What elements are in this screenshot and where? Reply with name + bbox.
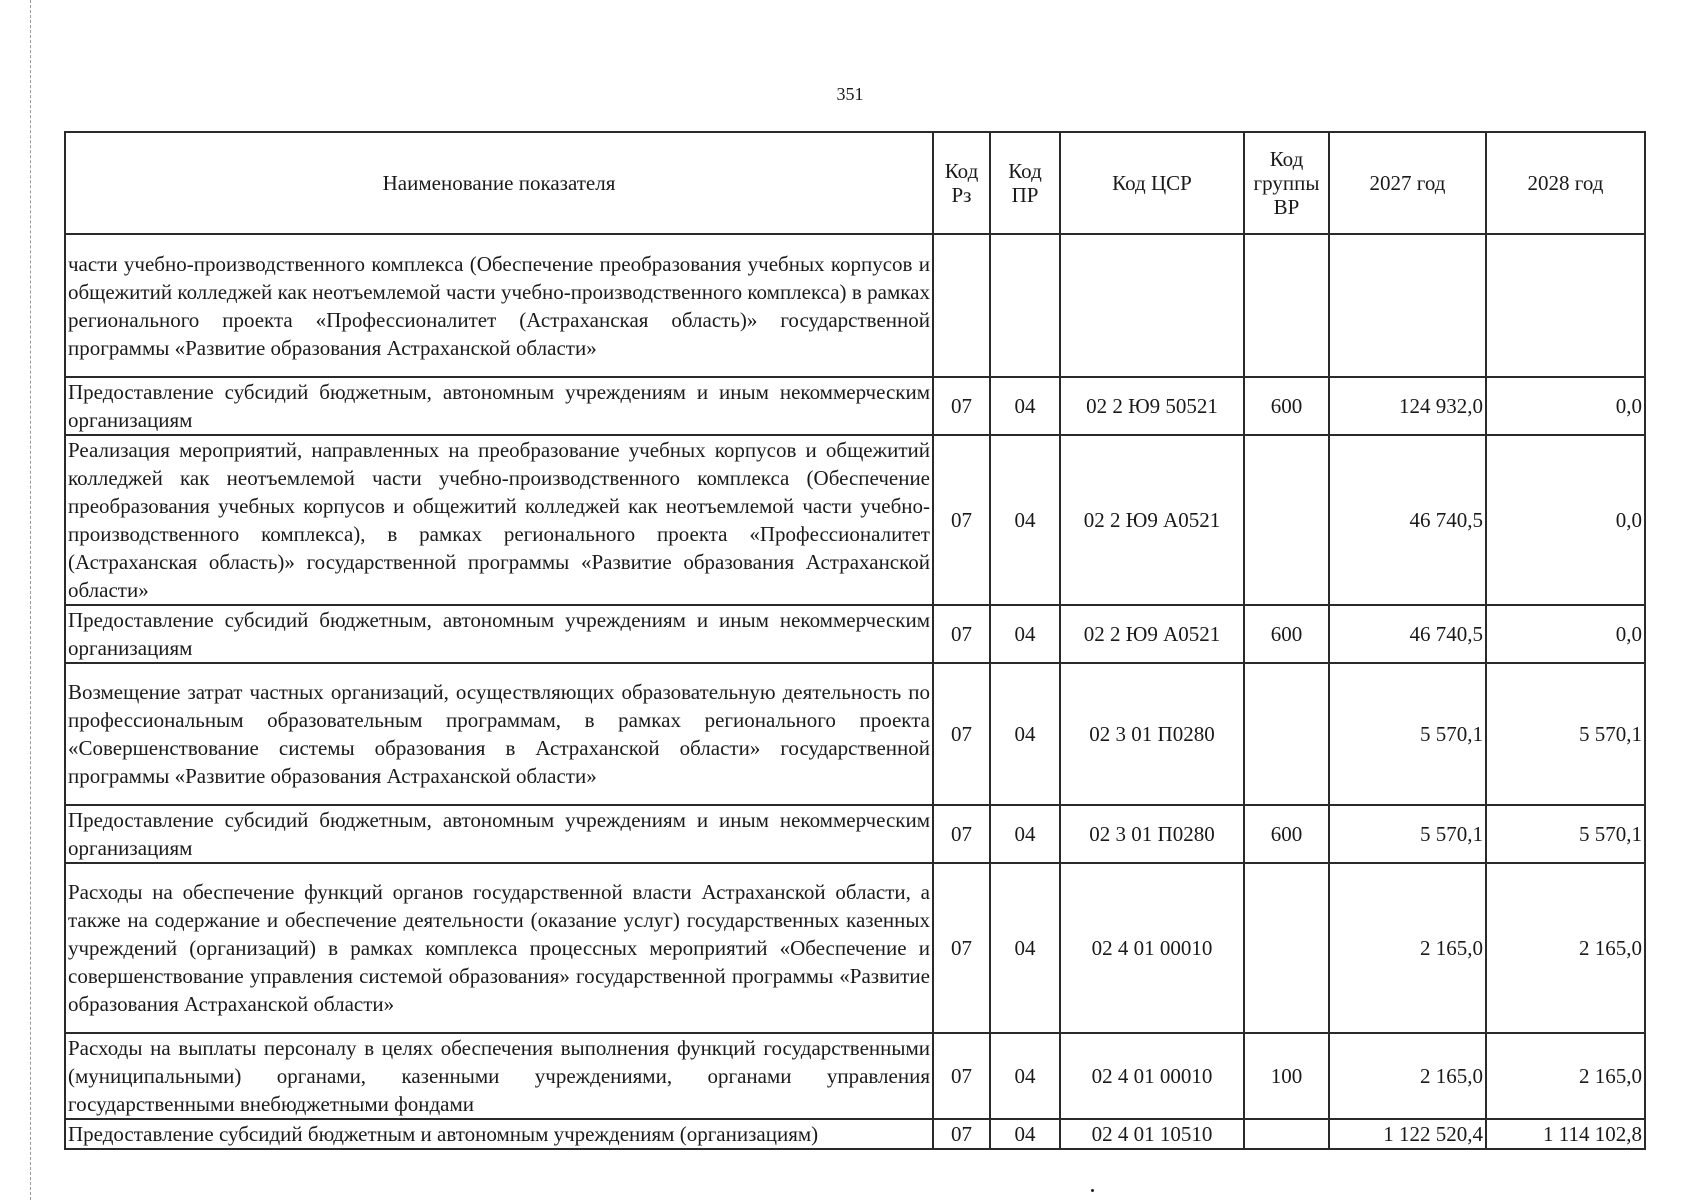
table-row (65, 435, 1645, 605)
cell-pr: 04 (990, 1033, 1060, 1119)
table-row (65, 234, 1645, 377)
cell-pr: 04 (990, 1119, 1060, 1149)
cell-vr (1244, 435, 1329, 605)
header-2028: 2028 год (1486, 132, 1645, 234)
cell-csr: 02 4 01 00010 (1060, 1033, 1244, 1119)
stray-dot-mark (1091, 1189, 1094, 1192)
cell-vr: 600 (1244, 377, 1329, 435)
cell-vr: 600 (1244, 805, 1329, 863)
cell-rz: 07 (933, 663, 990, 805)
cell-csr: 02 2 Ю9 А0521 (1060, 435, 1244, 605)
cell-pr: 04 (990, 377, 1060, 435)
cell-rz: 07 (933, 605, 990, 663)
cell-vr: 600 (1244, 605, 1329, 663)
cell-name: Предоставление субсидий бюджетным, автономным учреждениям и иным некоммерческим организациям (65, 805, 933, 863)
cell-rz: 07 (933, 377, 990, 435)
cell-2027: 1 122 520,4 (1329, 1119, 1486, 1149)
cell-2027: 46 740,5 (1329, 605, 1486, 663)
cell-vr (1244, 663, 1329, 805)
header-csr: Код ЦСР (1060, 132, 1244, 234)
cell-rz: 07 (933, 863, 990, 1033)
cell-csr: 02 3 01 П0280 (1060, 805, 1244, 863)
cell-name: Реализация мероприятий, направленных на преобразование учебных корпусов и общежитий колледжей как неотъемлемой части учебно-производственного комплекса (Обеспечение преобразования учебных корпусов и общежитий колледжей как неотъемлемой части учебно-производственного комплекса), в рамках регионального проекта «Профессионалитет (Астраханская область)» государственной программы «Развитие образования Астраханской области» (65, 435, 933, 605)
cell-rz: 07 (933, 1033, 990, 1119)
header-vr: Код группы ВР (1244, 132, 1329, 234)
cell-2027 (1329, 234, 1486, 377)
cell-2028: 1 114 102,8 (1486, 1119, 1645, 1149)
cell-name: Предоставление субсидий бюджетным, автономным учреждениям и иным некоммерческим организациям (65, 605, 933, 663)
cell-2028: 0,0 (1486, 435, 1645, 605)
page-number: 351 (836, 84, 864, 104)
cell-2028: 0,0 (1486, 377, 1645, 435)
left-margin-rule (30, 0, 31, 1200)
cell-2027: 2 165,0 (1329, 863, 1486, 1033)
cell-rz: 07 (933, 1119, 990, 1149)
cell-pr: 04 (990, 435, 1060, 605)
cell-2027: 2 165,0 (1329, 1033, 1486, 1119)
table-row (65, 377, 1645, 435)
cell-pr: 04 (990, 805, 1060, 863)
cell-name: части учебно-производственного комплекса (Обеспечение преобразования учебных корпусов и общежитий колледжей как неотъемлемой части учебно-производственного комплекса) в рамках регионального проекта «Профессионалитет (Астраханская область)» государственной программы «Развитие образования Астраханской области» (65, 234, 933, 377)
cell-name: Возмещение затрат частных организаций, осуществляющих образовательную деятельность по профессиональным образовательным программам, в рамках регионального проекта «Совершенствование системы образования в Астраханской области» государственной программы «Развитие образования Астраханской области» (65, 663, 933, 805)
cell-2028: 5 570,1 (1486, 805, 1645, 863)
cell-2028: 0,0 (1486, 605, 1645, 663)
table-body (65, 234, 1645, 1149)
cell-name: Предоставление субсидий бюджетным, автономным учреждениям и иным некоммерческим организациям (65, 377, 933, 435)
table-row (65, 605, 1645, 663)
cell-2027: 5 570,1 (1329, 663, 1486, 805)
cell-2028: 2 165,0 (1486, 1033, 1645, 1119)
cell-pr: 04 (990, 863, 1060, 1033)
table-row (65, 663, 1645, 805)
header-rz: Код Рз (933, 132, 990, 234)
cell-rz: 07 (933, 435, 990, 605)
header-pr: Код ПР (990, 132, 1060, 234)
cell-2028: 5 570,1 (1486, 663, 1645, 805)
cell-rz: 07 (933, 805, 990, 863)
cell-pr: 04 (990, 663, 1060, 805)
header-2027: 2027 год (1329, 132, 1486, 234)
table-row (65, 1119, 1645, 1149)
cell-name: Расходы на обеспечение функций органов государственной власти Астраханской области, а также на содержание и обеспечение деятельности (оказание услуг) государственных казенных учреждений (организаций) в рамках комплекса процессных мероприятий «Обеспечение и совершенствование управления системой образования» государственной программы «Развитие образования Астраханской области» (65, 863, 933, 1033)
table-row (65, 863, 1645, 1033)
cell-2027: 5 570,1 (1329, 805, 1486, 863)
cell-pr: 04 (990, 605, 1060, 663)
cell-pr (990, 234, 1060, 377)
cell-csr: 02 4 01 10510 (1060, 1119, 1244, 1149)
cell-rz (933, 234, 990, 377)
cell-2028 (1486, 234, 1645, 377)
cell-2028: 2 165,0 (1486, 863, 1645, 1033)
cell-2027: 46 740,5 (1329, 435, 1486, 605)
table-row (65, 1033, 1645, 1119)
cell-csr: 02 3 01 П0280 (1060, 663, 1244, 805)
cell-vr: 100 (1244, 1033, 1329, 1119)
cell-csr: 02 2 Ю9 А0521 (1060, 605, 1244, 663)
cell-name: Расходы на выплаты персоналу в целях обеспечения выполнения функций государственными (муниципальными) органами, казенными учреждениями, органами управления государственными внебюджетными фондами (65, 1033, 933, 1119)
cell-vr (1244, 234, 1329, 377)
cell-vr (1244, 1119, 1329, 1149)
header-row (65, 132, 1645, 234)
table-row (65, 805, 1645, 863)
cell-csr: 02 4 01 00010 (1060, 863, 1244, 1033)
cell-2027: 124 932,0 (1329, 377, 1486, 435)
table-header (65, 132, 1645, 234)
cell-vr (1244, 863, 1329, 1033)
cell-csr: 02 2 Ю9 50521 (1060, 377, 1244, 435)
budget-table (64, 131, 1646, 1150)
cell-csr (1060, 234, 1244, 377)
header-name: Наименование показателя (65, 132, 933, 234)
cell-name: Предоставление субсидий бюджетным и автономным учреждениям (организациям) (65, 1119, 933, 1149)
